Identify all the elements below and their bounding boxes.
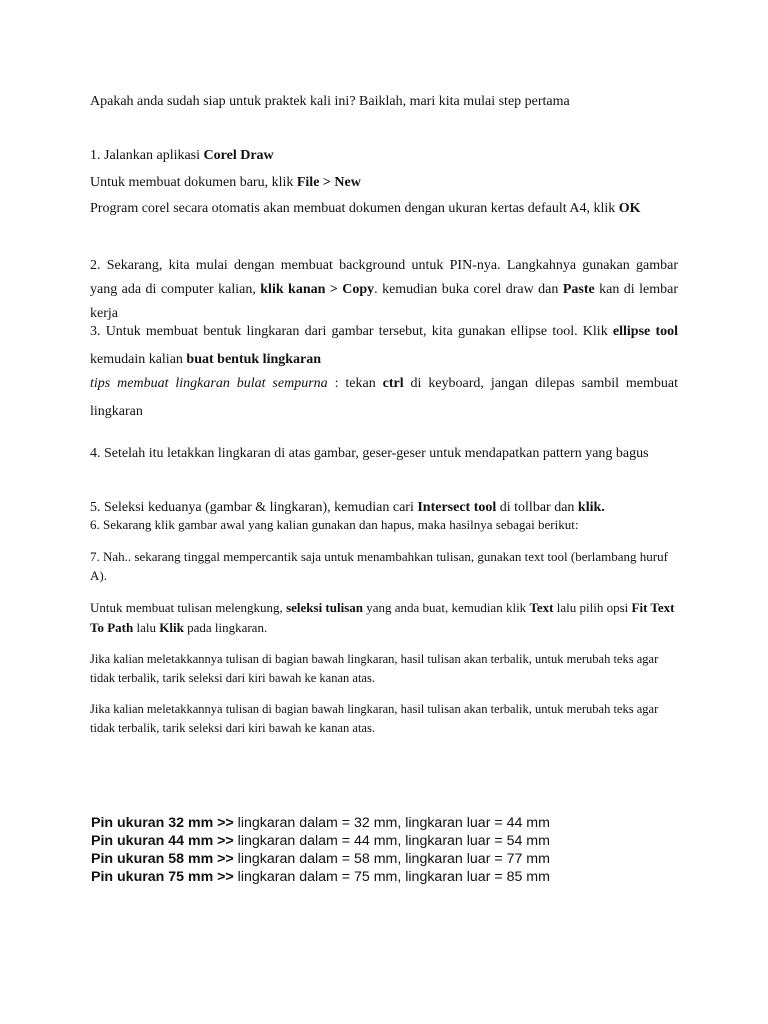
curve-text-2: yang anda buat, kemudian klik: [363, 600, 530, 615]
curve-text-1: Untuk membuat tulisan melengkung,: [90, 600, 287, 615]
step3-paragraph: [90, 318, 678, 374]
step2-text-3: kan di lembar kerja: [90, 282, 678, 321]
curve-text-5: pada lingkaran.: [183, 620, 268, 635]
step3-text-2: kemudain kalian: [90, 352, 187, 367]
curve-bold-3: Fit Text To Path: [90, 600, 675, 635]
step3-bold-2: buat bentuk lingkaran: [186, 352, 322, 367]
flip-note-text-1: Jika kalian meletakkannya tulisan di bagian bawah lingkaran, hasil tulisan akan terbalik, untuk merubah teks agar tidak terbalik, tarik seleksi dari kiri bawah ke kanan atas.: [90, 652, 659, 685]
pin-size-detail: lingkaran dalam = 44 mm, lingkaran luar = 54 mm: [233, 833, 550, 849]
step5-bold-2: klik.: [577, 500, 605, 515]
flip-note-paragraph-1: [90, 650, 678, 688]
step2-text-1: 2. Sekarang, kita mulai dengan membuat background untuk PIN-nya. Langkahnya gunakan gambar yang ada di computer kalian,: [90, 258, 678, 297]
tips-text-2: di keyboard, jangan dilepas sambil membuat lingkaran: [90, 376, 679, 419]
tips-paragraph: [90, 370, 678, 426]
curve-text-4: lalu: [133, 620, 160, 635]
pin-size-label: Pin ukuran 44 mm >>: [91, 833, 234, 849]
flip-note-text-2: Jika kalian meletakkannya tulisan di bagian bawah lingkaran, hasil tulisan akan terbalik, untuk merubah teks agar tidak terbalik, tarik seleksi dari kiri bawah ke kanan atas.: [90, 702, 659, 735]
program-paragraph: [90, 200, 678, 218]
new-document-paragraph: [90, 173, 678, 193]
curve-bold-4: Klik: [159, 620, 184, 635]
step6-text: 6. Sekarang klik gambar awal yang kalian gunakan dan hapus, maka hasilnya sebagai berikut:: [90, 517, 579, 532]
pin-size-detail: lingkaran dalam = 32 mm, lingkaran luar = 44 mm: [233, 815, 550, 831]
pin-size-label: Pin ukuran 75 mm >>: [91, 869, 234, 885]
curve-bold-2: Text: [529, 600, 554, 615]
new-document-text: Untuk membuat dokumen baru, klik: [90, 175, 297, 190]
step6-paragraph: [90, 515, 678, 534]
step2-bold-1: klik kanan > Copy: [260, 282, 375, 297]
pin-size-row: [91, 814, 679, 832]
tips-italic: tips membuat lingkaran bulat sempurna: [90, 376, 328, 391]
step1-paragraph: [90, 146, 678, 166]
new-document-bold: File > New: [296, 175, 361, 190]
step1-bold: Corel Draw: [203, 148, 274, 163]
step2-bold-2: Paste: [562, 282, 595, 297]
step4-text: 4. Setelah itu letakkan lingkaran di atas gambar, geser-geser untuk mendapatkan pattern yang bagus: [90, 446, 649, 461]
curve-text-paragraph: [90, 598, 678, 638]
step5-bold-1: Intersect tool: [417, 500, 497, 515]
tips-bold: ctrl: [382, 376, 404, 391]
curve-text-3: lalu pilih opsi: [553, 600, 632, 615]
pin-size-detail: lingkaran dalam = 75 mm, lingkaran luar = 85 mm: [233, 869, 550, 885]
flip-note-paragraph-2: [90, 700, 678, 738]
pin-size-detail: lingkaran dalam = 58 mm, lingkaran luar = 77 mm: [233, 851, 550, 867]
pin-size-row: [91, 832, 679, 850]
step3-text-1: 3. Untuk membuat bentuk lingkaran dari gambar tersebut, kita gunakan ellipse tool. Klik: [90, 324, 613, 339]
step7-text: 7. Nah.. sekarang tinggal mempercantik saja untuk menambahkan tulisan, gunakan text tool (berlambang huruf A).: [90, 549, 668, 583]
tips-text-1: : tekan: [327, 376, 383, 391]
step2-text-2: . kemudian buka corel draw dan: [374, 282, 563, 297]
step5-text-1: 5. Seleksi keduanya (gambar & lingkaran), kemudian cari: [90, 500, 418, 515]
pin-size-row: [91, 850, 679, 868]
curve-bold-1: seleksi tulisan: [286, 600, 363, 615]
pin-size-label: Pin ukuran 58 mm >>: [91, 851, 234, 867]
pin-size-label: Pin ukuran 32 mm >>: [91, 815, 234, 831]
step7-paragraph: [90, 547, 678, 585]
intro-text: Apakah anda sudah siap untuk praktek kali ini? Baiklah, mari kita mulai step pertama: [90, 94, 570, 109]
pin-size-list: [91, 814, 679, 886]
step1-text: 1. Jalankan aplikasi: [90, 148, 204, 163]
intro-paragraph: [90, 92, 678, 112]
program-bold: OK: [618, 201, 641, 216]
step4-paragraph: [90, 444, 678, 463]
step3-bold-1: ellipse tool: [612, 324, 678, 339]
pin-size-row: [91, 868, 679, 886]
step5-text-2: di tollbar dan: [496, 500, 578, 515]
program-text: Program corel secara otomatis akan membuat dokumen dengan ukuran kertas default A4, klik: [90, 201, 619, 216]
step2-paragraph: [90, 254, 678, 326]
